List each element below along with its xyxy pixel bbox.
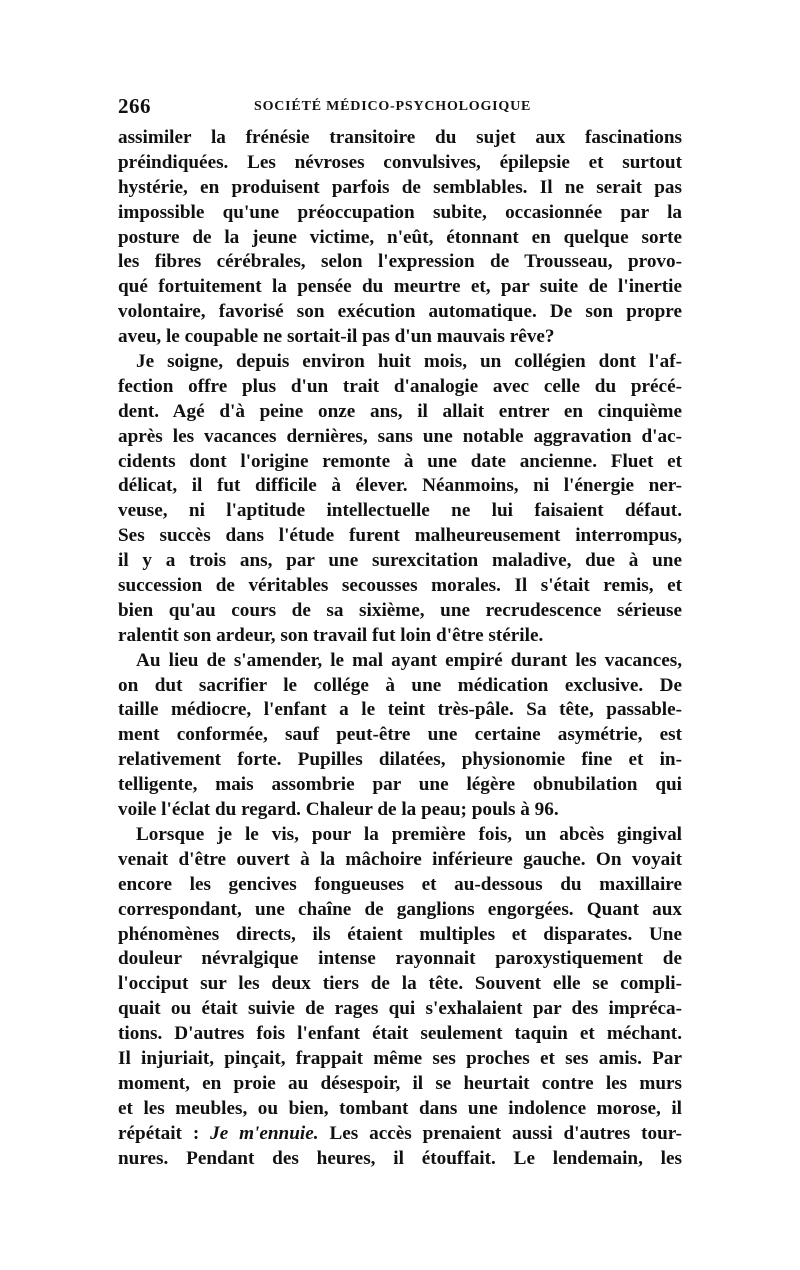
text-line: bien qu'au cours de sa sixième, une recrudescence sérieuse	[118, 599, 682, 621]
text-line: fection offre plus d'un trait d'analogie avec celle du précé-	[118, 375, 682, 397]
text-line: ment conformée, sauf peut-être une certaine asymétrie, est	[118, 724, 682, 746]
text-fragment: Les accès prenaient aussi d'autres tour-	[318, 1122, 682, 1144]
text-line: il y a trois ans, par une surexcitation maladive, due à une	[118, 550, 682, 572]
text-line: Lorsque je le vis, pour la première fois, un abcès gingival	[136, 823, 682, 845]
text-line: telligente, mais assombrie par une légère obnubilation qui	[118, 774, 682, 796]
text-line: on dut sacrifier le collége à une médication exclusive. De	[118, 674, 682, 696]
italic-quote: Je m'ennuie.	[210, 1122, 319, 1144]
text-line: et les meubles, ou bien, tombant dans une indolence morose, il	[118, 1097, 682, 1119]
text-line: venait d'être ouvert à la mâchoire inférieure gauche. On voyait	[118, 848, 682, 870]
text-line: posture de la jeune victime, n'eût, étonnant en quelque sorte	[118, 226, 682, 248]
text-line: ralentit son ardeur, son travail fut loin d'être stérile.	[118, 624, 544, 646]
text-line: encore les gencives fongueuses et au-dessous du maxillaire	[118, 873, 682, 895]
text-line: phénomènes directs, ils étaient multiples et disparates. Une	[118, 923, 682, 945]
text-line: aveu, le coupable ne sortait-il pas d'un mauvais rêve?	[118, 326, 555, 348]
text-line: correspondant, une chaîne de ganglions engorgées. Quant aux	[118, 898, 682, 920]
text-line: qué fortuitement la pensée du meurtre et, par suite de l'inertie	[118, 276, 682, 298]
text-line	[118, 1122, 682, 1147]
text-line: tions. D'autres fois l'enfant était seulement taquin et méchant.	[118, 1023, 682, 1045]
text-line: succession de véritables secousses morales. Il s'était remis, et	[118, 575, 682, 597]
text-line: cidents dont l'origine remonte à une date ancienne. Fluet et	[118, 450, 682, 472]
text-line: dent. Agé d'à peine onze ans, il allait entrer en cinquième	[118, 400, 682, 422]
text-line: hystérie, en produisent parfois de semblables. Il ne serait pas	[118, 176, 682, 198]
text-line: après les vacances dernières, sans une notable aggravation d'ac-	[118, 425, 682, 447]
page-number: 266	[118, 94, 151, 118]
text-line: Au lieu de s'amender, le mal ayant empiré durant les vacances,	[136, 649, 682, 671]
text-line: douleur névralgique intense rayonnait paroxystiquement de	[118, 948, 682, 970]
text-line: veuse, ni l'aptitude intellectuelle ne lui faisaient défaut.	[118, 500, 682, 522]
text-line: voile l'éclat du regard. Chaleur de la peau; pouls à 96.	[118, 799, 559, 821]
text-line: Ses succès dans l'étude furent malheureusement interrompus,	[118, 525, 682, 547]
running-head	[118, 94, 680, 122]
text-line: les fibres cérébrales, selon l'expression de Trousseau, provo-	[118, 251, 682, 273]
text-line: quait ou était suivie de rages qui s'exhalaient par des impréca-	[118, 998, 682, 1020]
text-line: impossible qu'une préoccupation subite, occasionnée par la	[118, 201, 682, 223]
body-text	[118, 126, 682, 1171]
text-line: délicat, il fut difficile à élever. Néanmoins, ni l'énergie ner-	[118, 475, 682, 497]
text-line: Je soigne, depuis environ huit mois, un collégien dont l'af-	[136, 351, 682, 373]
text-line: l'occiput sur les deux tiers de la tête. Souvent elle se compli-	[118, 973, 682, 995]
text-line: relativement forte. Pupilles dilatées, physionomie fine et in-	[118, 749, 682, 771]
text-line: Il injuriait, pinçait, frappait même ses proches et ses amis. Par	[118, 1047, 682, 1069]
running-title: SOCIÉTÉ MÉDICO-PSYCHOLOGIQUE	[254, 99, 532, 114]
text-line: taille médiocre, l'enfant a le teint très-pâle. Sa tête, passable-	[118, 699, 682, 721]
text-line: volontaire, favorisé son exécution automatique. De son propre	[118, 301, 682, 323]
text-line: nures. Pendant des heures, il étouffait. Le lendemain, les	[118, 1147, 682, 1169]
text-line: assimiler la frénésie transitoire du sujet aux fascinations	[118, 127, 682, 148]
text-fragment: répétait :	[118, 1122, 211, 1144]
text-line: moment, en proie au désespoir, il se heurtait contre les murs	[118, 1072, 682, 1094]
text-line: préindiquées. Les névroses convulsives, épilepsie et surtout	[118, 151, 682, 173]
